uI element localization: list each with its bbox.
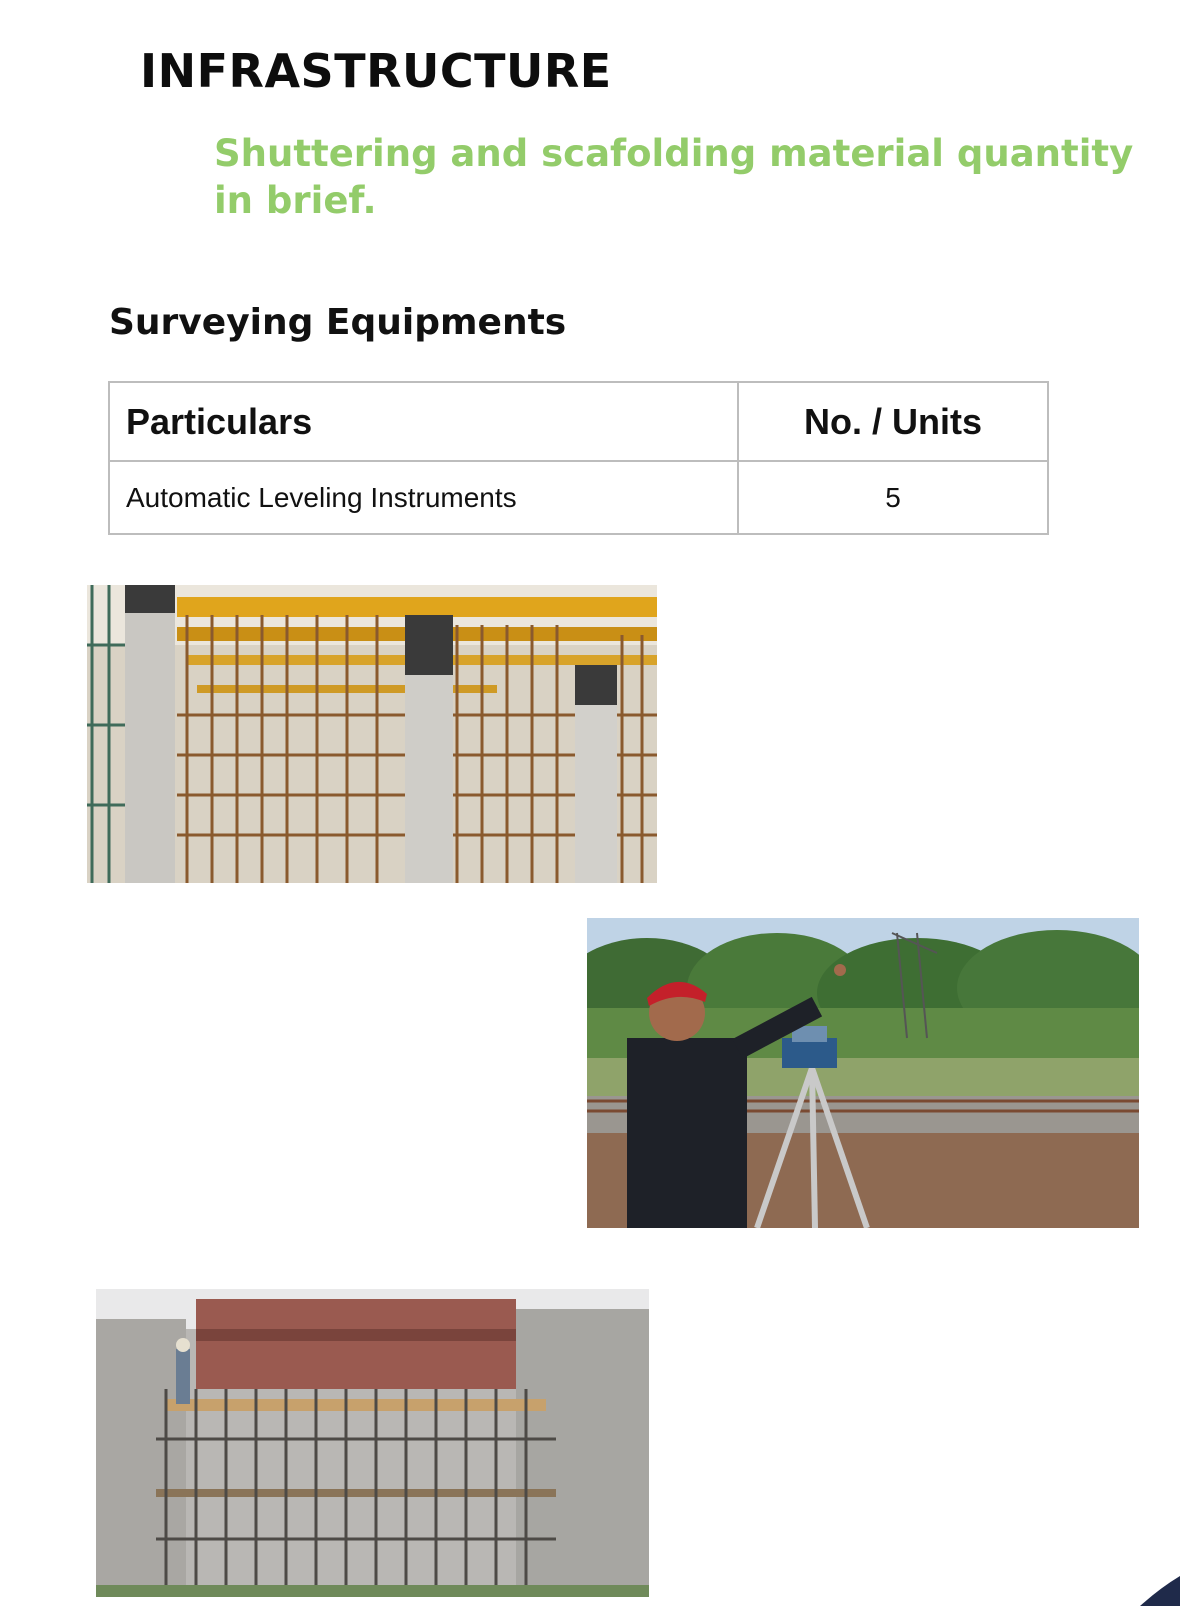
table-header-units: No. / Units — [738, 382, 1048, 461]
section-title: Surveying Equipments — [109, 302, 567, 343]
page-title: INFRASTRUCTURE — [140, 44, 612, 98]
table-cell-units: 5 — [738, 461, 1048, 534]
table-header-row — [109, 382, 1048, 461]
surveyor-with-level-photo — [587, 918, 1139, 1228]
table-row — [109, 461, 1048, 534]
building-scaffolding-photo — [96, 1289, 649, 1597]
table-header-particulars: Particulars — [109, 382, 738, 461]
scaffolding-columns-photo — [87, 585, 657, 883]
table-cell-particular: Automatic Leveling Instruments — [109, 461, 738, 534]
corner-accent-shape — [1120, 1576, 1180, 1606]
equipment-table — [108, 381, 1049, 535]
page-subtitle: Shuttering and scafolding material quantity in brief. — [214, 132, 1134, 222]
